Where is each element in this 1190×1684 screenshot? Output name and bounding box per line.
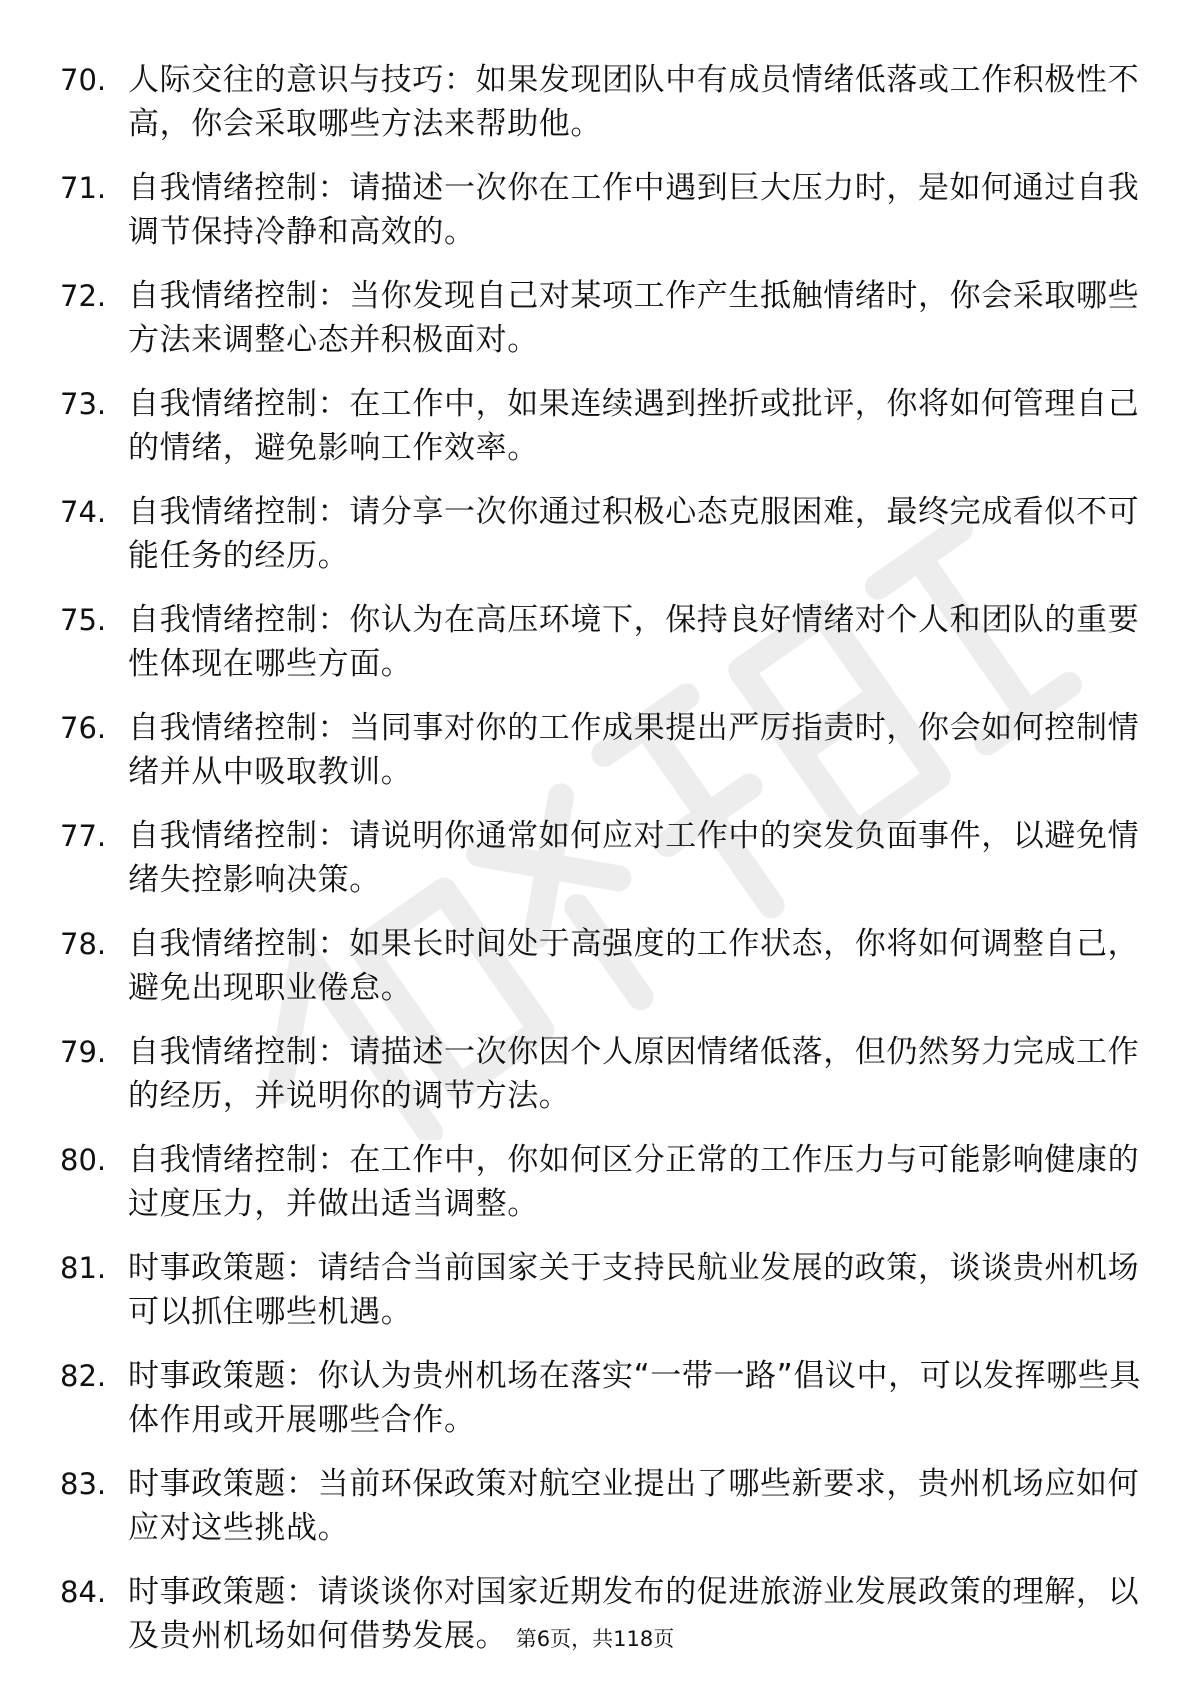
list-item (60, 808, 1140, 916)
question-number: 71. (60, 171, 107, 205)
question-text: 自我情绪控制：请说明你通常如何应对工作中的突发负面事件，以避免情绪失控影响决策。 (128, 818, 1140, 898)
question-text: 自我情绪控制：请描述一次你因个人原因情绪低落，但仍然努力完成工作的经历，并说明你的调节方法。 (128, 1034, 1140, 1114)
question-text: 自我情绪控制：在工作中，你如何区分正常的工作压力与可能影响健康的过度压力，并做出适当调整。 (128, 1142, 1140, 1222)
list-item (60, 268, 1140, 376)
list-item (60, 376, 1140, 484)
question-number: 80. (60, 1143, 107, 1177)
question-number: 83. (60, 1467, 107, 1501)
question-number: 81. (60, 1251, 107, 1285)
page-indicator: 第6页，共118页 (515, 1627, 675, 1651)
question-text: 时事政策题：请结合当前国家关于支持民航业发展的政策，谈谈贵州机场可以抓住哪些机遇。 (128, 1250, 1140, 1330)
list-item (60, 484, 1140, 592)
list-item (60, 52, 1140, 160)
question-number: 76. (60, 711, 107, 745)
question-number: 77. (60, 819, 107, 853)
question-number: 72. (60, 279, 107, 313)
question-number: 79. (60, 1035, 107, 1069)
question-text: 自我情绪控制：请描述一次你在工作中遇到巨大压力时，是如何通过自我调节保持冷静和高效的。 (128, 170, 1140, 250)
question-text: 自我情绪控制：当同事对你的工作成果提出严厉指责时，你会如何控制情绪并从中吸取教训。 (128, 710, 1140, 790)
list-item (60, 700, 1140, 808)
question-text: 人际交往的意识与技巧：如果发现团队中有成员情绪低落或工作积极性不高，你会采取哪些方法来帮助他。 (128, 62, 1140, 142)
list-item (60, 916, 1140, 1024)
question-text: 时事政策题：请谈谈你对国家近期发布的促进旅游业发展政策的理解，以及贵州机场如何借势发展。 (128, 1574, 1140, 1654)
question-number: 73. (60, 387, 107, 421)
list-item (60, 1456, 1140, 1564)
question-number: 75. (60, 603, 107, 637)
question-text: 自我情绪控制：如果长时间处于高强度的工作状态，你将如何调整自己，避免出现职业倦怠。 (128, 926, 1140, 1006)
list-item (60, 592, 1140, 700)
question-number: 70. (60, 63, 107, 97)
list-item (60, 1348, 1141, 1456)
question-list (60, 52, 1141, 1672)
list-item (60, 1564, 1140, 1672)
question-text: 自我情绪控制：在工作中，如果连续遇到挫折或批评，你将如何管理自己的情绪，避免影响工作效率。 (128, 386, 1140, 466)
question-number: 78. (60, 927, 107, 961)
question-number: 84. (60, 1575, 107, 1609)
question-text: 自我情绪控制：当你发现自己对某项工作产生抵触情绪时，你会采取哪些方法来调整心态并积极面对。 (128, 278, 1140, 358)
list-item (60, 1240, 1140, 1348)
question-text: 时事政策题：你认为贵州机场在落实“一带一路”倡议中，可以发挥哪些具体作用或开展哪些合作。 (128, 1358, 1141, 1438)
list-item (60, 160, 1140, 268)
question-number: 82. (60, 1359, 107, 1393)
question-number: 74. (60, 495, 107, 529)
question-text: 自我情绪控制：你认为在高压环境下，保持良好情绪对个人和团队的重要性体现在哪些方面。 (128, 602, 1140, 682)
list-item (60, 1024, 1140, 1132)
question-text: 自我情绪控制：请分享一次你通过积极心态克服困难，最终完成看似不可能任务的经历。 (128, 494, 1140, 574)
list-item (60, 1132, 1140, 1240)
question-text: 时事政策题：当前环保政策对航空业提出了哪些新要求，贵州机场应如何应对这些挑战。 (128, 1466, 1140, 1546)
